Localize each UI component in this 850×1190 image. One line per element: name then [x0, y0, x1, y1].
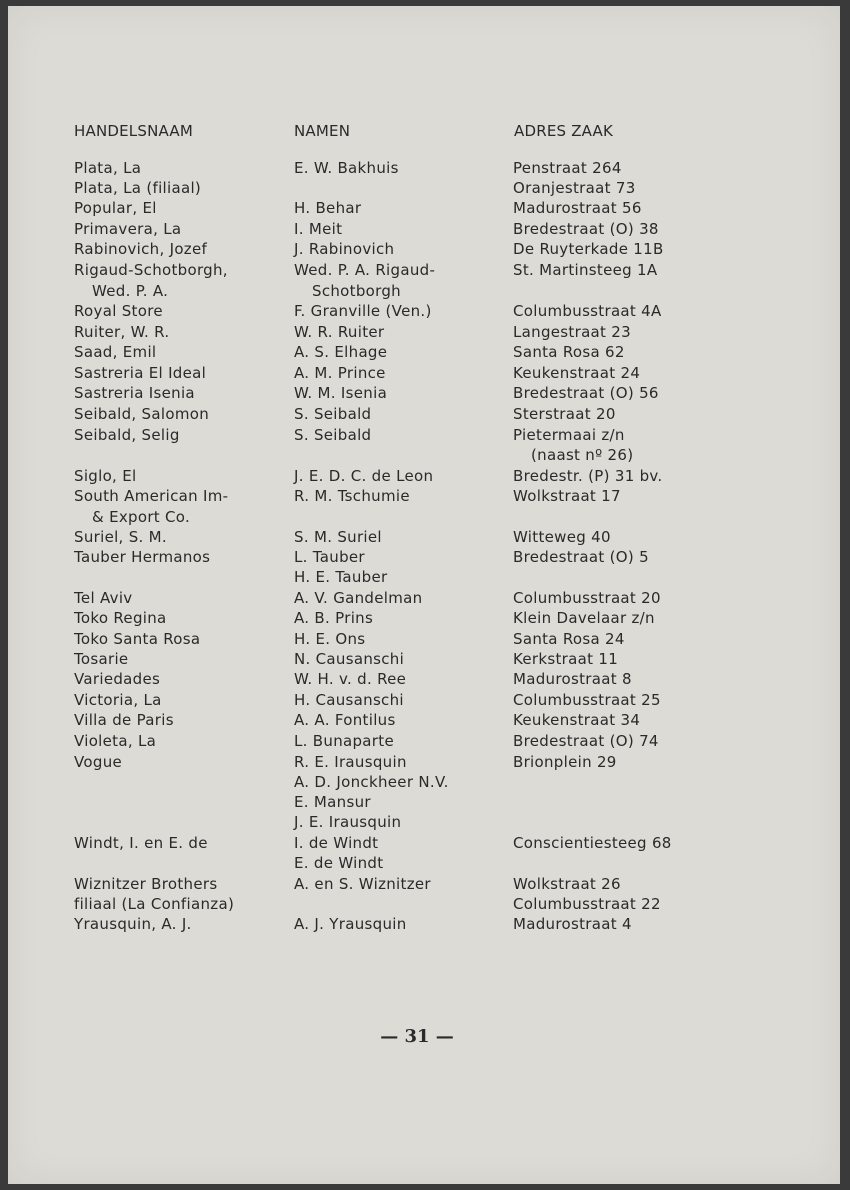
col1-entry: Villa de Paris: [74, 711, 174, 729]
col3-entry: Columbusstraat 25: [513, 691, 661, 709]
col3-entry: Bredestr. (P) 31 bv.: [513, 467, 663, 485]
col3-entry: Madurostraat 4: [513, 915, 632, 933]
col3-entry: Langestraat 23: [513, 323, 631, 341]
col1-entry: Tosarie: [74, 650, 129, 668]
page-number: — 31 —: [380, 1026, 454, 1047]
col2-entry: N. Causanschi: [294, 650, 405, 668]
col2-entry: S. Seibald: [294, 426, 372, 444]
col1-entry: Variedades: [74, 670, 161, 688]
header-handelsnaam: HANDELSNAAM: [74, 122, 193, 140]
col3-entry: Brionplein 29: [513, 753, 617, 771]
col1-entry: Tauber Hermanos: [74, 548, 211, 566]
header-namen: NAMEN: [294, 122, 351, 140]
col2-entry: A. J. Yrausquin: [294, 915, 407, 933]
col3-entry: Bredestraat (O) 56: [513, 384, 659, 402]
col3-entry: Bredestraat (O) 38: [513, 220, 659, 238]
col1-entry: Sastreria Isenia: [74, 384, 195, 402]
col1-entry: Seibald, Salomon: [74, 405, 210, 423]
col3-entry: Madurostraat 56: [513, 199, 642, 217]
col1-entry: Victoria, La: [74, 691, 162, 709]
col3-entry: St. Martinsteeg 1A: [513, 261, 658, 279]
col1-entry: Wed. P. A.: [92, 282, 169, 300]
col1-entry: Windt, I. en E. de: [74, 834, 208, 852]
document-page: [8, 6, 840, 1184]
col3-entry: De Ruyterkade 11B: [513, 240, 664, 258]
col2-entry: H. Causanschi: [294, 691, 404, 709]
col1-entry: Rigaud-Schotborgh,: [74, 261, 228, 279]
col1-entry: Suriel, S. M.: [74, 528, 167, 546]
col2-entry: A. M. Prince: [294, 364, 386, 382]
col2-entry: H. E. Tauber: [294, 568, 388, 586]
col1-entry: Vogue: [74, 753, 123, 771]
col2-entry: I. Meit: [294, 220, 343, 238]
col1-entry: Royal Store: [74, 302, 163, 320]
col2-entry: J. E. D. C. de Leon: [294, 467, 434, 485]
col2-entry: A. en S. Wiznitzer: [294, 875, 431, 893]
col2-entry: E. de Windt: [294, 854, 384, 872]
col3-entry: Columbusstraat 20: [513, 589, 661, 607]
col3-entry: Oranjestraat 73: [513, 179, 636, 197]
col3-entry: Sterstraat 20: [513, 405, 616, 423]
col2-entry: Schotborgh: [312, 282, 401, 300]
col2-entry: S. M. Suriel: [294, 528, 382, 546]
col1-entry: Wiznitzer Brothers: [74, 875, 218, 893]
col2-entry: L. Tauber: [294, 548, 365, 566]
col1-entry: Seibald, Selig: [74, 426, 180, 444]
header-adres-zaak: ADRES ZAAK: [514, 122, 614, 140]
col2-entry: A. D. Jonckheer N.V.: [294, 773, 449, 791]
col2-entry: I. de Windt: [294, 834, 379, 852]
col1-entry: South American Im-: [74, 487, 229, 505]
col1-entry: Toko Santa Rosa: [74, 630, 201, 648]
col2-entry: J. E. Irausquin: [294, 813, 402, 831]
col2-entry: E. W. Bakhuis: [294, 159, 399, 177]
col1-entry: Rabinovich, Jozef: [74, 240, 208, 258]
col2-entry: R. M. Tschumie: [294, 487, 410, 505]
col3-entry: Keukenstraat 34: [513, 711, 641, 729]
col3-entry: Columbusstraat 22: [513, 895, 661, 913]
col3-entry: Witteweg 40: [513, 528, 611, 546]
col3-entry: Pietermaai z/n: [513, 426, 625, 444]
col2-entry: S. Seibald: [294, 405, 372, 423]
col1-entry: Tel Aviv: [74, 589, 133, 607]
col2-entry: F. Granville (Ven.): [294, 302, 432, 320]
col3-entry: Penstraat 264: [513, 159, 622, 177]
col1-entry: filiaal (La Confianza): [74, 895, 235, 913]
col3-entry: Santa Rosa 62: [513, 343, 625, 361]
col2-entry: H. Behar: [294, 199, 362, 217]
col1-entry: Yrausquin, A. J.: [74, 915, 192, 933]
col2-entry: L. Bunaparte: [294, 732, 394, 750]
col3-entry: Wolkstraat 17: [513, 487, 621, 505]
col2-entry: H. E. Ons: [294, 630, 366, 648]
col1-entry: Plata, La: [74, 159, 142, 177]
col3-entry: Conscientiesteeg 68: [513, 834, 672, 852]
col1-entry: Toko Regina: [74, 609, 167, 627]
col2-entry: A. B. Prins: [294, 609, 374, 627]
col2-entry: J. Rabinovich: [294, 240, 395, 258]
col1-entry: Ruiter, W. R.: [74, 323, 170, 341]
col3-entry: Kerkstraat 11: [513, 650, 619, 668]
col2-entry: A. S. Elhage: [294, 343, 388, 361]
col3-entry: Klein Davelaar z/n: [513, 609, 655, 627]
col2-entry: A. A. Fontilus: [294, 711, 396, 729]
col2-entry: W. H. v. d. Ree: [294, 670, 407, 688]
col2-entry: Wed. P. A. Rigaud-: [294, 261, 436, 279]
col1-entry: & Export Co.: [92, 508, 191, 526]
col1-entry: Primavera, La: [74, 220, 182, 238]
col2-entry: W. M. Isenia: [294, 384, 388, 402]
col2-entry: E. Mansur: [294, 793, 371, 811]
col1-entry: Siglo, El: [74, 467, 137, 485]
col3-entry: Bredestraat (O) 74: [513, 732, 659, 750]
col1-entry: Saad, Emil: [74, 343, 157, 361]
col3-entry: (naast nº 26): [531, 446, 634, 464]
col1-entry: Sastreria El Ideal: [74, 364, 207, 382]
col2-entry: R. E. Irausquin: [294, 753, 407, 771]
col1-entry: Popular, El: [74, 199, 157, 217]
col3-entry: Madurostraat 8: [513, 670, 632, 688]
col3-entry: Columbusstraat 4A: [513, 302, 662, 320]
col1-entry: Plata, La (filiaal): [74, 179, 202, 197]
col2-entry: W. R. Ruiter: [294, 323, 385, 341]
col3-entry: Wolkstraat 26: [513, 875, 621, 893]
col2-entry: A. V. Gandelman: [294, 589, 423, 607]
col3-entry: Keukenstraat 24: [513, 364, 641, 382]
col3-entry: Santa Rosa 24: [513, 630, 625, 648]
col3-entry: Bredestraat (O) 5: [513, 548, 649, 566]
col1-entry: Violeta, La: [74, 732, 157, 750]
